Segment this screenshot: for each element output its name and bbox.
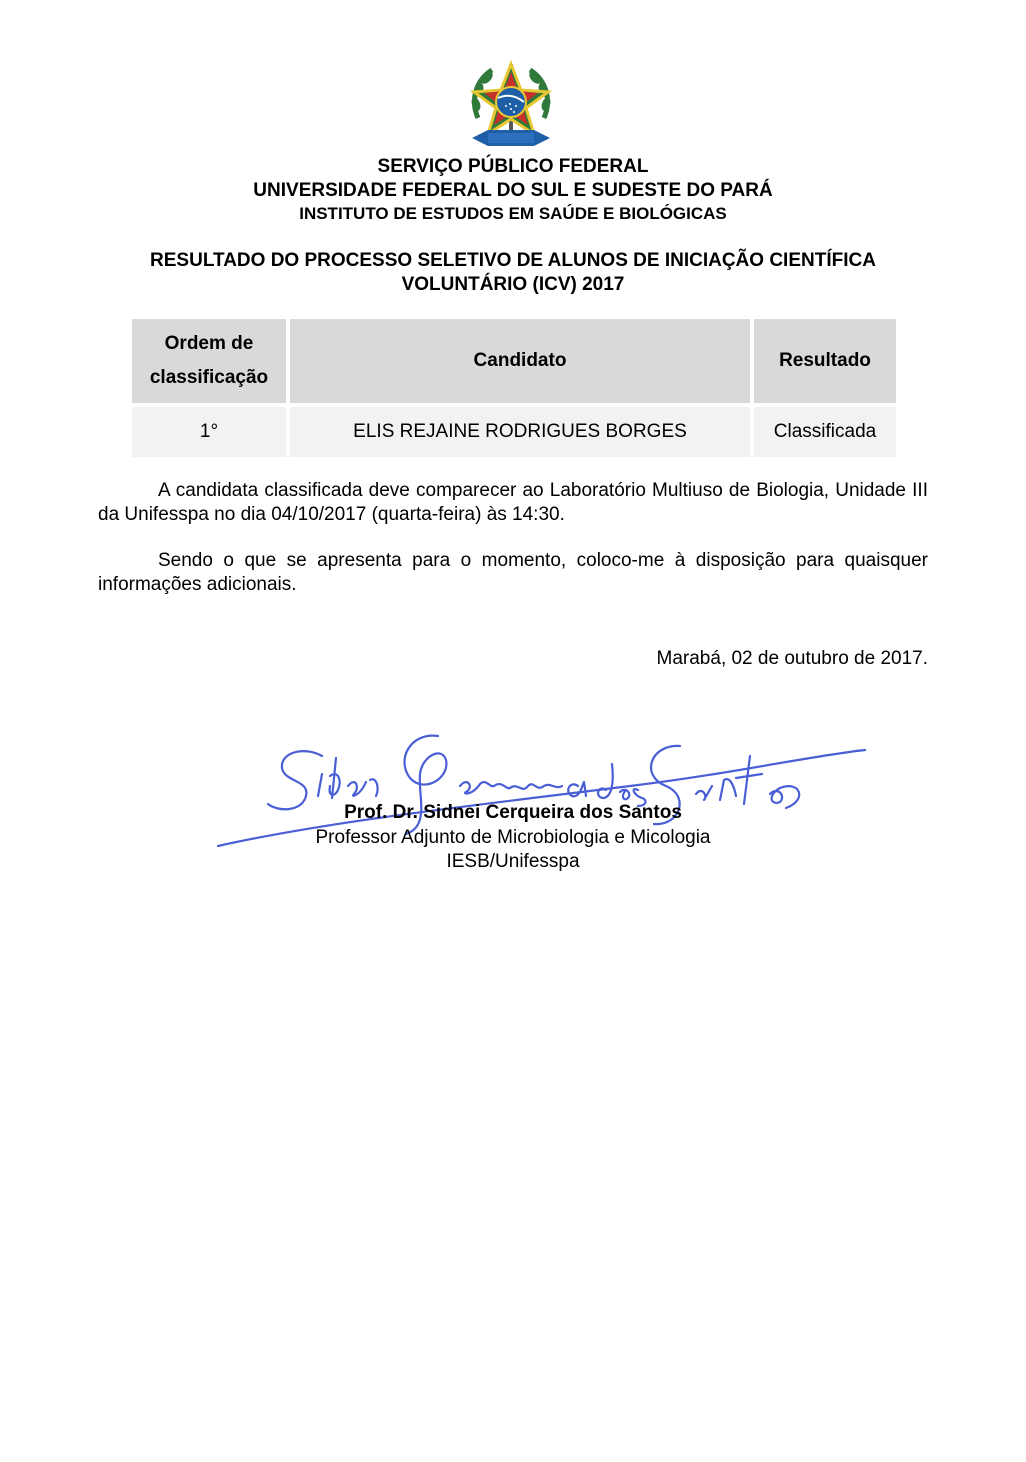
- signer-role: Professor Adjunto de Microbiologia e Micologia: [315, 827, 711, 848]
- document-title-line-1: RESULTADO DO PROCESSO SELETIVO DE ALUNOS DE INICIAÇÃO CIENTÍFICA: [150, 250, 876, 271]
- column-header-candidate: Candidato: [290, 319, 750, 407]
- column-header-rank: Ordem de classificação: [132, 319, 286, 407]
- place-and-date: Marabá, 02 de outubro de 2017.: [656, 648, 928, 669]
- header-line-2: UNIVERSIDADE FEDERAL DO SUL E SUDESTE DO PARÁ: [253, 180, 773, 201]
- cell-candidate: ELIS REJAINE RODRIGUES BORGES: [290, 407, 750, 457]
- signer-unit: IESB/Unifesspa: [446, 851, 580, 872]
- cell-rank: 1°: [132, 407, 286, 457]
- signer-name: Prof. Dr. Sidnei Cerqueira dos Santos: [344, 802, 682, 823]
- body-paragraph-2: Sendo o que se apresenta para o momento, coloco-me à disposição para quaisquer informações adicionais.: [98, 550, 928, 595]
- body-paragraph-1: A candidata classificada deve comparecer ao Laboratório Multiuso de Biologia, Unidade III da Unifesspa no dia 04/10/2017 (quarta-feira) às 14:30.: [98, 480, 928, 525]
- table-row: [132, 407, 896, 457]
- brazil-coat-of-arms-icon: [466, 60, 556, 154]
- column-header-result: Resultado: [754, 319, 896, 407]
- cell-result: Classificada: [754, 407, 896, 457]
- table-header-row: [132, 319, 896, 407]
- document-title-line-2: VOLUNTÁRIO (ICV) 2017: [401, 274, 625, 295]
- header-line-1: SERVIÇO PÚBLICO FEDERAL: [377, 156, 649, 177]
- results-table: [128, 319, 900, 457]
- header-line-3: INSTITUTO DE ESTUDOS EM SAÚDE E BIOLÓGICAS: [299, 204, 727, 223]
